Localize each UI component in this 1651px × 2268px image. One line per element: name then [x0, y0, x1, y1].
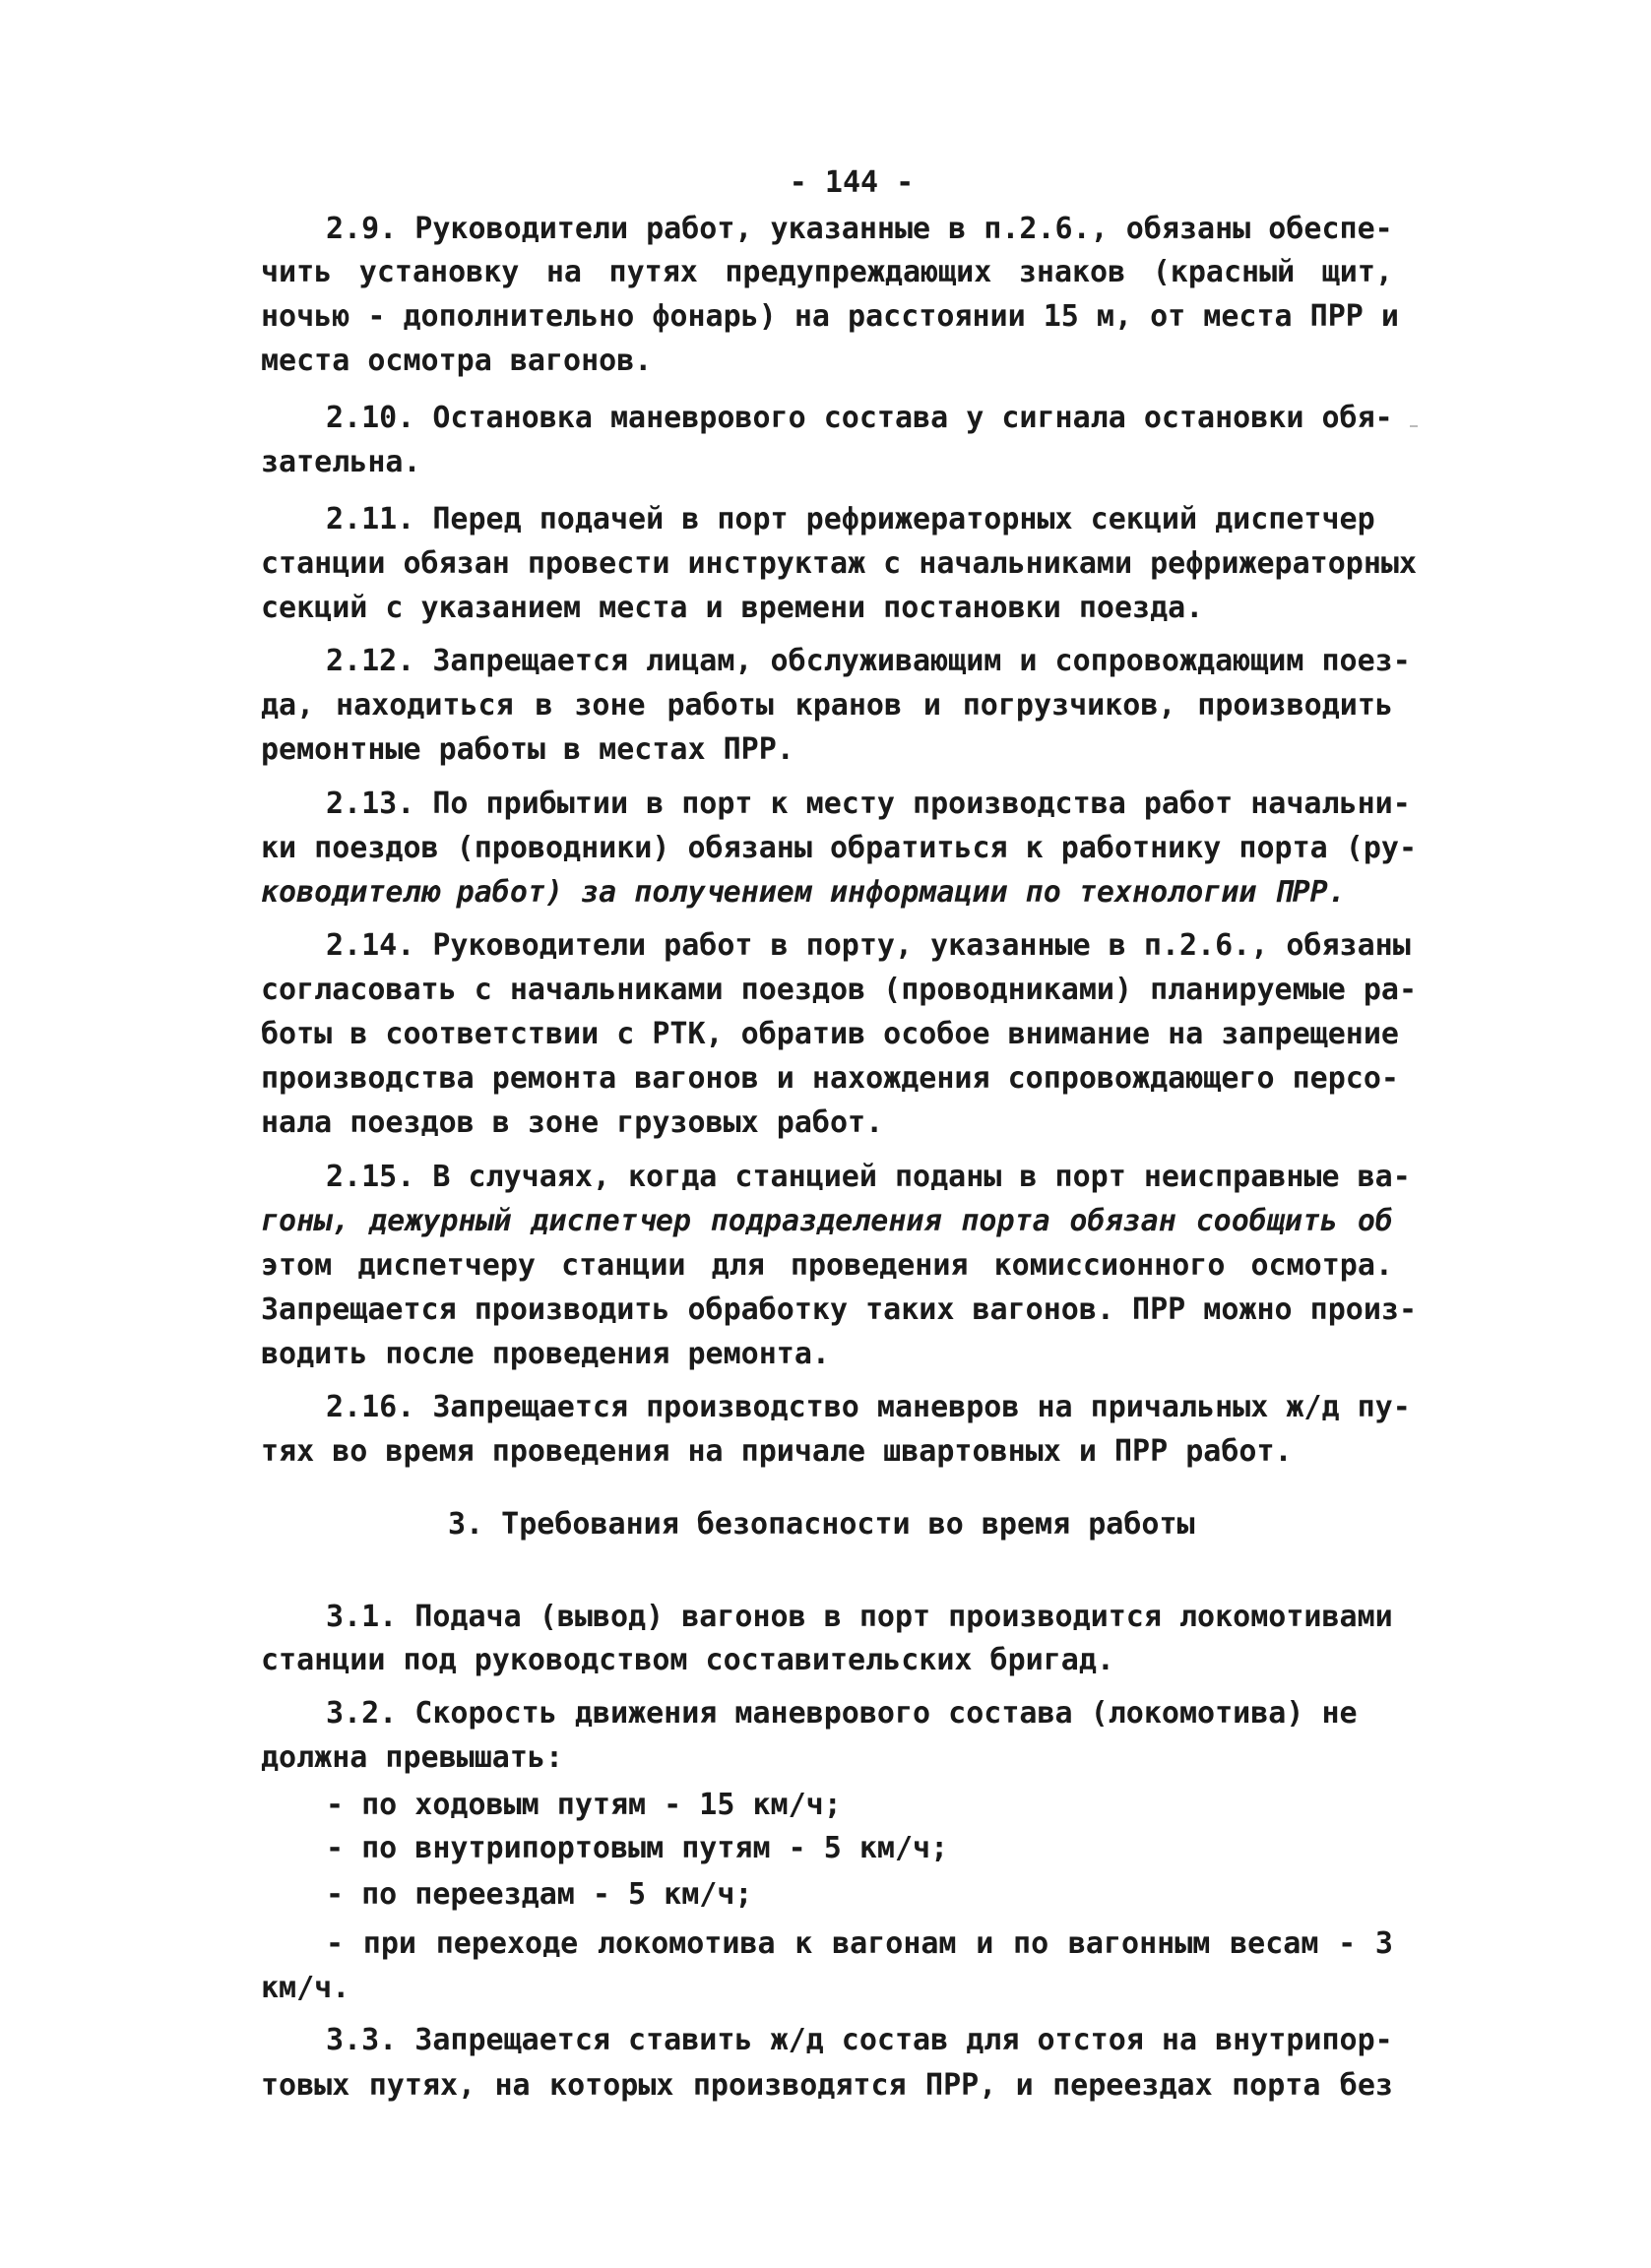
section-heading: 3. Требования безопасности во время работы [448, 1507, 1195, 1542]
text-line: тях во время проведения на причале швартовных и ПРР работ. [261, 1434, 1293, 1469]
list-item: - по переездам - 5 км/ч; [326, 1877, 753, 1912]
text-line: гоны, дежурный диспетчер подразделения порта обязан сообщить об [261, 1204, 1393, 1238]
text-line: места осмотра вагонов. [261, 344, 653, 378]
text-line: нала поездов в зоне грузовых работ. [261, 1105, 884, 1140]
text-line: Запрещается производить обработку таких вагонов. ПРР можно произ- [261, 1292, 1417, 1327]
text-line: секций с указанием места и времени постановки поезда. [261, 591, 1204, 625]
text-line: 3.1. Подача (вывод) вагонов в порт производится локомотивами [326, 1600, 1393, 1634]
text-line: этом диспетчеру станции для проведения комиссионного осмотра. [261, 1248, 1393, 1283]
text-line: 2.11. Перед подачей в порт рефрижераторных секций диспетчер [326, 502, 1375, 536]
list-item: - при переходе локомотива к вагонам и по вагонным весам - 3 [326, 1926, 1393, 1961]
text-line: боты в соответствии с РТК, обратив особое внимание на запрещение [261, 1017, 1399, 1051]
text-line: ночью - дополнительно фонарь) на расстоянии 15 м, от места ПРР и [261, 299, 1399, 334]
text-line: км/ч. [261, 1971, 350, 2005]
list-item: - по внутрипортовым путям - 5 км/ч; [326, 1831, 949, 1865]
text-line: да, находиться в зоне работы кранов и погрузчиков, производить [261, 688, 1393, 723]
text-line: 2.13. По прибытии в порт к месту производства работ начальни- [326, 787, 1411, 821]
text-line: 2.14. Руководители работ в порту, указанные в п.2.6., обязаны [326, 928, 1411, 963]
text-line: 2.15. В случаях, когда станцией поданы в порт неисправные ва- [326, 1160, 1411, 1194]
text-line: 2.12. Запрещается лицам, обслуживающим и сопровождающим поез- [326, 644, 1411, 678]
list-item: - по ходовым путям - 15 км/ч; [326, 1788, 842, 1822]
text-line: 3.2. Скорость движения маневрового состава (локомотива) не [326, 1696, 1358, 1731]
text-line: водить после проведения ремонта. [261, 1337, 830, 1371]
text-line: станции обязан провести инструктаж с начальниками рефрижераторных [261, 546, 1417, 581]
text-line: 2.9. Руководители работ, указанные в п.2.6., обязаны обеспе- [326, 212, 1393, 246]
page-number: - 144 - [789, 165, 915, 200]
text-line: производства ремонта вагонов и нахождения сопровождающего персо- [261, 1061, 1399, 1096]
text-line: зательна. [261, 445, 421, 479]
text-line: товых путях, на которых производятся ПРР, и переездах порта без [261, 2068, 1393, 2103]
text-line: 2.10. Остановка маневрового состава у сигнала остановки обя- [326, 401, 1393, 435]
text-line: чить установку на путях предупреждающих знаков (красный щит, [261, 255, 1393, 289]
text-line: ремонтные работы в местах ПРР. [261, 732, 794, 767]
scan-mark [1410, 425, 1418, 427]
text-line: должна превышать: [261, 1740, 564, 1775]
text-line: станции под руководством составительских бригад. [261, 1643, 1114, 1677]
text-line: ководителю работ) за получением информации по технологии ПРР. [261, 875, 1346, 910]
text-line: согласовать с начальниками поездов (проводниками) планируемые ра- [261, 973, 1417, 1007]
text-line: 3.3. Запрещается ставить ж/д состав для отстоя на внутрипор- [326, 2023, 1393, 2057]
text-line: ки поездов (проводники) обязаны обратиться к работнику порта (ру- [261, 831, 1417, 865]
text-line: 2.16. Запрещается производство маневров на причальных ж/д пу- [326, 1390, 1411, 1424]
